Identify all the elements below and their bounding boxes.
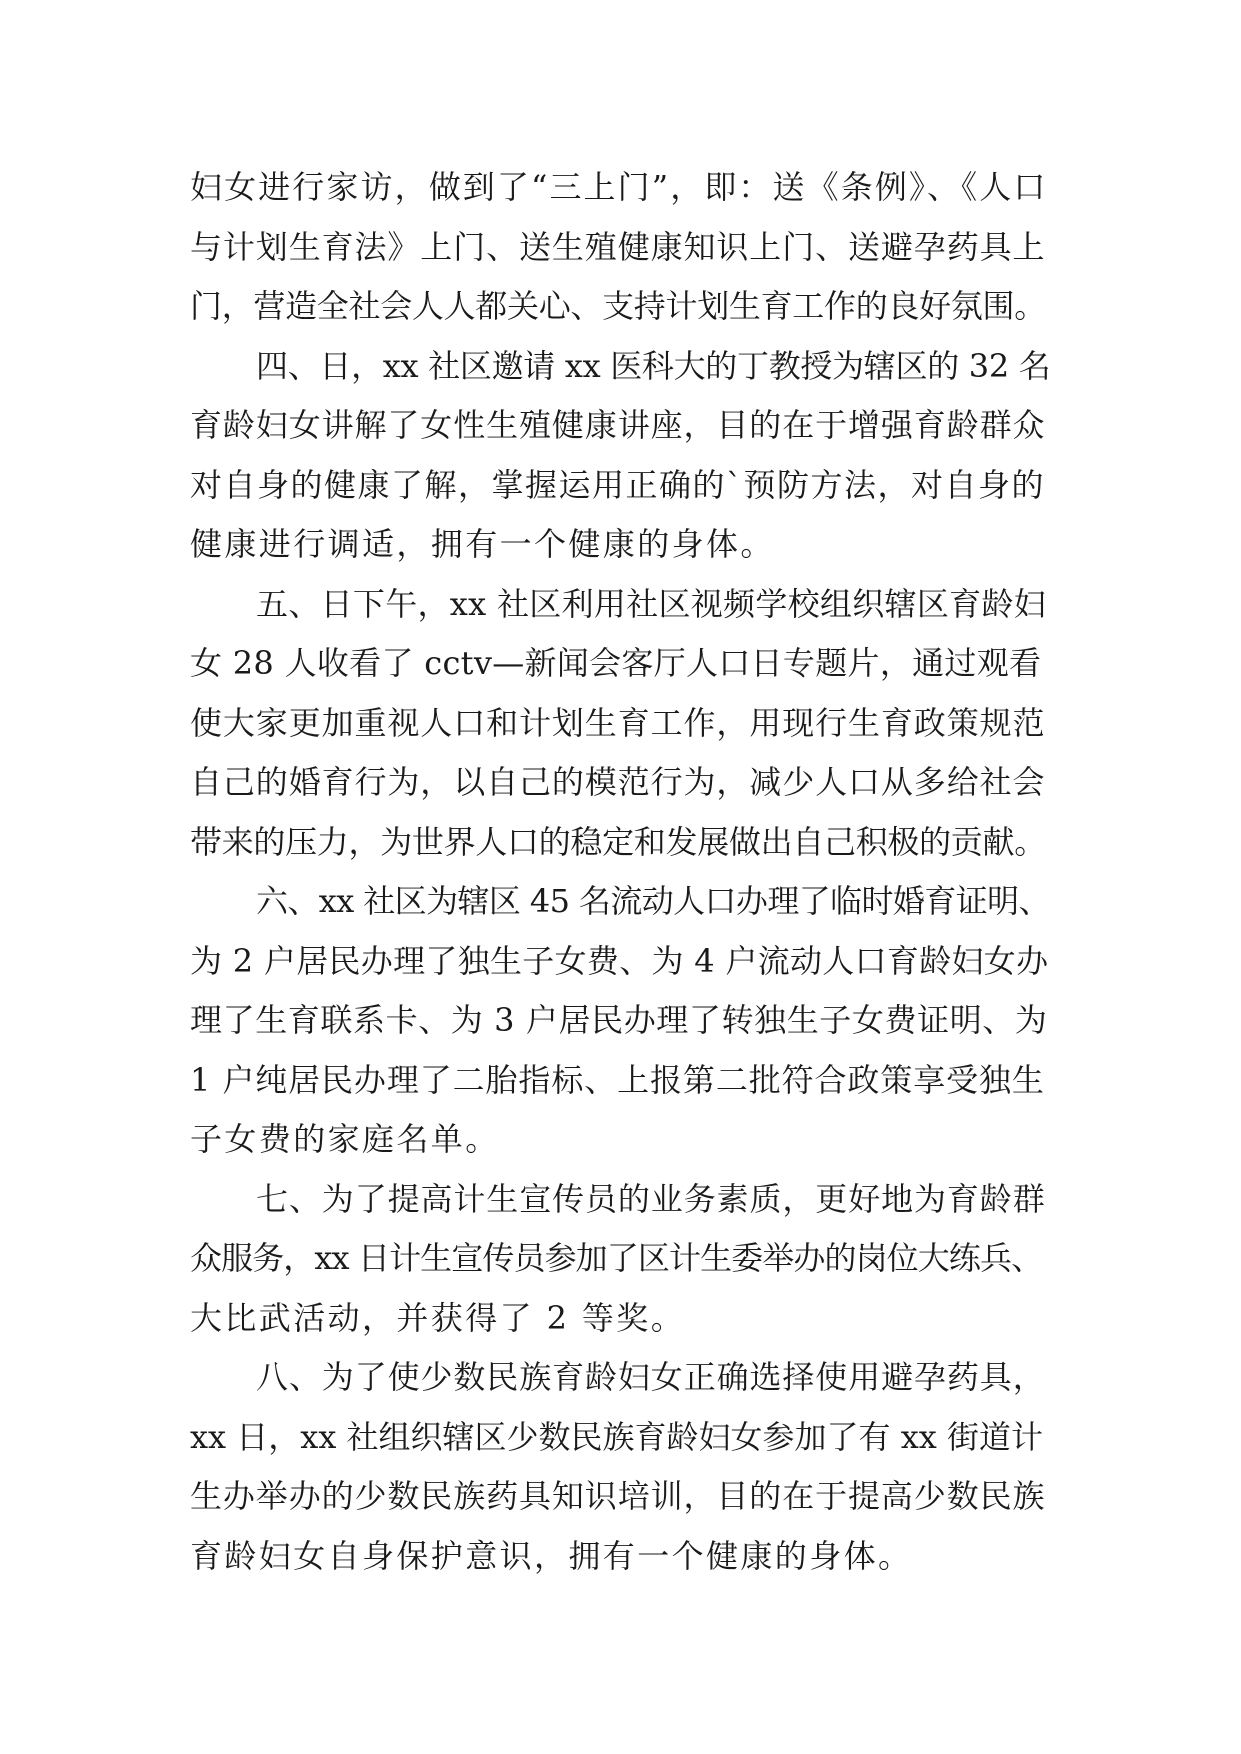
paragraph-home-visits <box>190 158 1050 337</box>
text-line: 带来的压力，为世界人口的稳定和发展做出自己积极的贡献。 <box>190 822 1046 861</box>
text-line: 女 28 人收看了 cctv—新闻会客厅人口日专题片，通过观看 <box>190 644 1042 682</box>
text-line: 育龄妇女自身保护意识，拥有一个健康的身体。 <box>190 1536 913 1575</box>
text-line: 六、xx 社区为辖区 45 名流动人口办理了临时婚育证明、 <box>256 882 1050 920</box>
text-line: 门，营造全社会人人都关心、支持计划生育工作的良好氛围。 <box>190 287 1046 325</box>
text-line: 理了生育联系卡、为 3 户居民办理了转独生子女费证明、为 <box>190 1001 1048 1039</box>
text-line: 与计划生育法》上门、送生殖健康知识上门、送避孕药具上 <box>190 227 1046 266</box>
text-line: 自己的婚育行为，以自己的模范行为，减少人口从多给社会 <box>190 763 1046 801</box>
text-line: 对自身的健康了解，掌握运用正确的`预防方法，对自身的 <box>190 465 1046 504</box>
paragraph-item-eight <box>190 1348 1050 1586</box>
text-line: 五、日下午，xx 社区利用社区视频学校组织辖区育龄妇 <box>256 584 1047 623</box>
paragraph-item-four <box>190 337 1050 575</box>
text-line: 1 户纯居民办理了二胎指标、上报第二批符合政策享受独生 <box>190 1060 1045 1099</box>
paragraph-item-seven <box>190 1170 1050 1349</box>
text-line: 使大家更加重视人口和计划生育工作，用现行生育政策规范 <box>190 703 1046 742</box>
text-line: 众服务，xx 日计生宣传员参加了区计生委举办的岗位大练兵、 <box>190 1239 1043 1277</box>
text-line: 四、日，xx 社区邀请 xx 医科大的丁教授为辖区的 32 名 <box>256 346 1051 385</box>
text-line: 生办举办的少数民族药具知识培训，目的在于提高少数民族 <box>190 1477 1046 1515</box>
document-body <box>190 158 1050 1586</box>
text-line: xx 日，xx 社组织辖区少数民族育龄妇女参加了有 xx 街道计 <box>190 1417 1043 1456</box>
paragraph-item-six <box>190 872 1050 1170</box>
text-line: 育龄妇女讲解了女性生殖健康讲座，目的在于增强育龄群众 <box>190 406 1046 444</box>
text-line: 七、为了提高计生宣传员的业务素质，更好地为育龄群 <box>256 1179 1046 1218</box>
text-line: 健康进行调适，拥有一个健康的身体。 <box>190 525 775 563</box>
text-line: 妇女进行家访，做到了“三上门”，即：送《条例》、《人口 <box>190 168 1048 206</box>
text-line: 为 2 户居民办理了独生子女费、为 4 户流动人口育龄妇女办 <box>190 941 1049 980</box>
text-line: 子女费的家庭名单。 <box>190 1120 500 1158</box>
paragraph-item-five <box>190 575 1050 873</box>
text-line: 八、为了使少数民族育龄妇女正确选择使用避孕药具， <box>256 1358 1046 1396</box>
text-line: 大比武活动，并获得了 2 等奖。 <box>190 1298 686 1337</box>
